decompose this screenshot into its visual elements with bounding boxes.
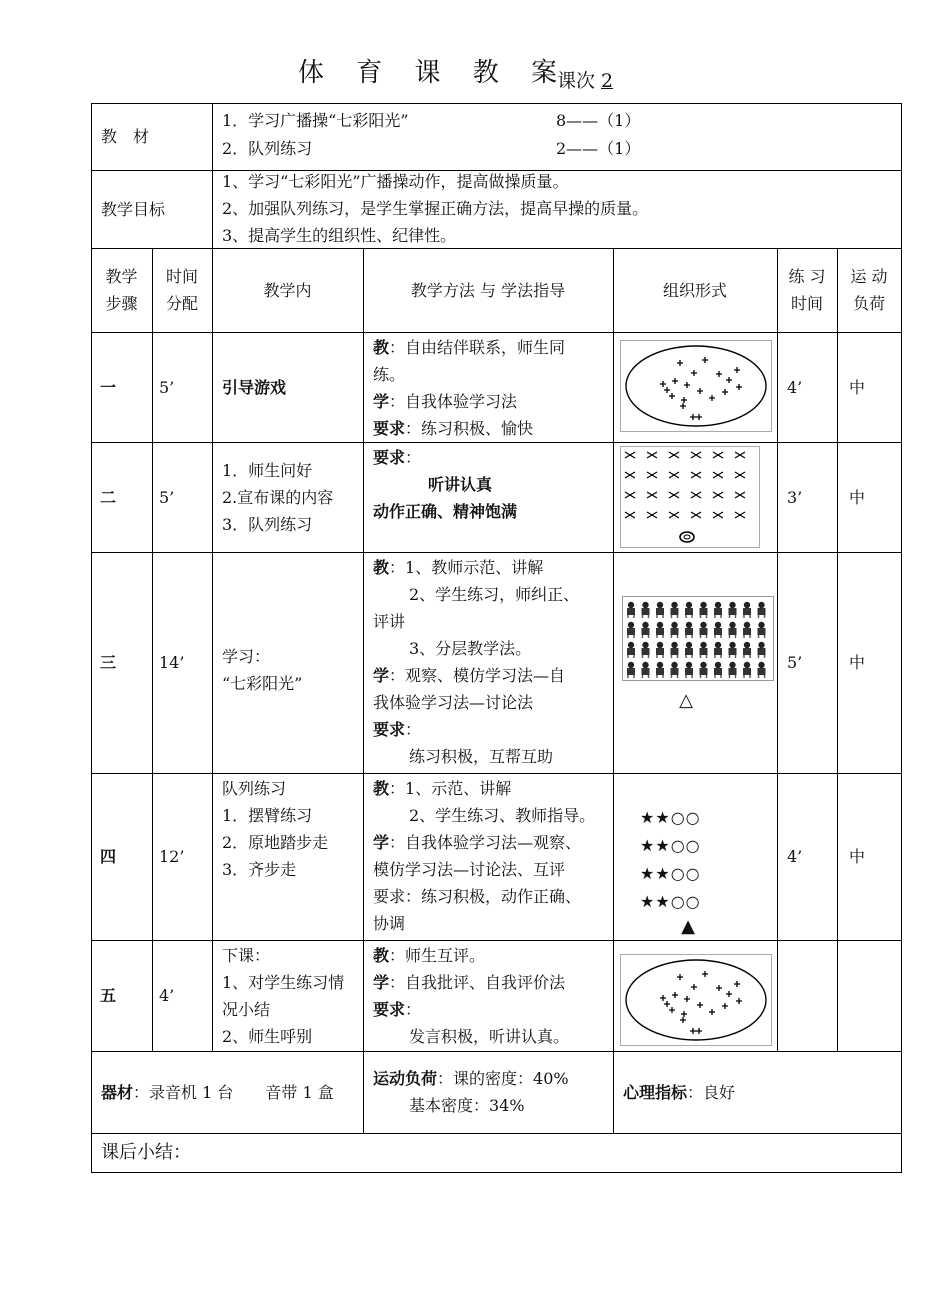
objective-line: 2、加强队列练习，是学生掌握正确方法，提高早操的质量。 (222, 199, 649, 218)
content-lines (222, 940, 344, 1050)
lesson-content (212, 773, 363, 940)
formation-row: ★★○○ (640, 864, 701, 883)
content-lines (222, 374, 286, 401)
student-block-formation-icon (622, 596, 774, 681)
practice-time: 3’ (787, 487, 803, 507)
method-line: 3、分层教学法。 (409, 639, 532, 658)
method-line: 要求：练习积极，动作正确、 (373, 887, 582, 906)
method-line: 学：自我体验学习法 (373, 392, 518, 411)
header-line: 练 习 (788, 267, 826, 286)
exercise-load: 中 (849, 487, 866, 507)
method-line: 教：1、教师示范、讲解 (373, 558, 544, 577)
method-line: 练。 (373, 365, 406, 384)
header-line: 组织形式 (662, 280, 727, 300)
exercise-load: 中 (849, 653, 866, 672)
lesson-content (212, 442, 363, 552)
method-line: 教：1、示范、讲解 (373, 779, 512, 798)
time-allocation: 5’ (159, 487, 175, 507)
exercise-load: 中 (849, 377, 866, 397)
objective-line: 3、提高学生的组织性、纪律性。 (222, 226, 457, 245)
method-line: 2、学生练习，师纠正、 (409, 585, 580, 604)
materials-list (222, 107, 892, 163)
method-line: 教：自由结伴联系，师生同 (373, 338, 566, 357)
content-line: 况小结 (222, 1000, 271, 1019)
content-lines (222, 629, 302, 697)
method-line: 模仿学习法—讨论法、互评 (373, 860, 566, 879)
equipment: 器材 ：录音机 1 台 音带 1 盒 (101, 1082, 334, 1102)
header-line: 负荷 (852, 294, 885, 313)
method-line: 要求： (373, 720, 422, 739)
step-number: 五 (100, 986, 117, 1005)
exercise-load: 中 (849, 847, 866, 866)
lesson-number: 课次 2 (557, 70, 614, 92)
practice-time: 5’ (787, 653, 803, 672)
materials-ref: 2——（1） (556, 139, 641, 158)
content-line: 学习： (222, 646, 271, 666)
header-line: 教学方法 与 学法指导 (410, 280, 566, 300)
teacher-marker: ▲ (681, 915, 695, 937)
content-line: 1．摆臂练习 (222, 806, 313, 825)
content-line: 3．齐步走 (222, 860, 297, 879)
step-number: 一 (100, 377, 117, 397)
header-line: 教学 (105, 267, 138, 286)
content-lines (222, 457, 333, 538)
practice-time (777, 940, 837, 1051)
header-method (363, 248, 613, 332)
lesson-content (212, 940, 363, 1051)
method-line: 要求： (373, 448, 422, 467)
method-line: 学：观察、模仿学习法—自 (373, 666, 566, 685)
time-allocation: 12’ (159, 847, 185, 866)
method-line: 练习积极，互帮互助 (409, 747, 554, 766)
method-line: 学：自我体验学习法—观察、 (373, 833, 582, 852)
time-allocation: 4’ (159, 986, 175, 1005)
header-organization (613, 248, 777, 332)
method-line: 要求：练习积极、愉快 (373, 419, 534, 438)
method-line: 听讲认真 (428, 475, 493, 494)
teaching-method (363, 442, 613, 552)
step-number: 二 (100, 487, 117, 507)
header-content (212, 248, 363, 332)
practice-time: 4’ (787, 377, 803, 397)
header-time (152, 248, 212, 332)
load-line: 运动负荷：课的密度：40% (373, 1069, 569, 1088)
materials-label: 教 材 (101, 127, 150, 146)
content-line: 1、对学生练习情 (222, 973, 345, 992)
header-load (837, 248, 901, 332)
content-line: 1．师生问好 (222, 460, 313, 480)
page-title: 体 育 课 教 案 (298, 58, 570, 88)
header-line: 时间 (790, 294, 823, 313)
after-class-summary: 课后小结： (101, 1142, 191, 1163)
content-line: 2、师生呼别 (222, 1027, 313, 1046)
step-number: 四 (100, 847, 117, 866)
psychological-index: 心理指标 ：良好 (623, 1082, 736, 1102)
method-line: 协调 (373, 914, 406, 933)
time-allocation: 14’ (159, 653, 185, 672)
content-line: 引导游戏 (222, 377, 287, 397)
star-circle-formation (640, 804, 740, 916)
teacher-marker: △ (679, 689, 693, 711)
method-line: 发言积极，听讲认真。 (409, 1027, 570, 1046)
cross-grid-formation-icon (620, 446, 760, 548)
method-line: 动作正确、精神饱满 (373, 502, 518, 521)
practice-time: 4’ (787, 847, 803, 866)
teaching-method (363, 332, 613, 442)
materials-ref: 8——（1） (556, 111, 641, 130)
content-line: 队列练习 (222, 779, 287, 798)
objectives-label: 教学目标 (101, 199, 166, 219)
method-line: 我体验学习法—讨论法 (373, 693, 534, 712)
materials-item: 1．学习广播操“七彩阳光” 8——（1） (222, 107, 892, 135)
materials-item: 2．队列练习 2——（1） (222, 135, 892, 163)
method-line: 要求： (373, 1000, 422, 1019)
content-line: 2.宣布课的内容 (222, 487, 334, 507)
header-practice-time (777, 248, 837, 332)
teaching-method (363, 940, 613, 1051)
method-line: 评讲 (373, 612, 406, 631)
lesson-content (212, 552, 363, 773)
content-line: “七彩阳光” (222, 673, 303, 693)
formation-row: ★★○○ (640, 808, 701, 827)
content-line: 3．队列练习 (222, 514, 313, 534)
content-line: 下课： (222, 946, 271, 965)
header-line: 运 动 (850, 267, 888, 286)
oval-formation-icon (620, 954, 772, 1046)
header-step (91, 248, 152, 332)
method-line: 2、学生练习、教师指导。 (409, 806, 596, 825)
teaching-method (363, 552, 613, 773)
objective-line: 1、学习“七彩阳光”广播操动作，提高做操质量。 (222, 172, 569, 191)
method-line: 学：自我批评、自我评价法 (373, 973, 566, 992)
exercise-load-summary (363, 1051, 613, 1133)
header-line: 教学内 (263, 280, 312, 300)
teaching-method (363, 773, 613, 940)
formation-row: ★★○○ (640, 836, 701, 855)
formation-row: ★★○○ (640, 892, 701, 911)
exercise-load (837, 940, 901, 1051)
load-line: 基本密度：34% (409, 1096, 525, 1115)
content-lines (222, 773, 328, 883)
step-number: 三 (100, 653, 117, 672)
time-allocation: 5’ (159, 377, 175, 397)
header-line: 时间 (165, 267, 198, 286)
method-line: 教：师生互评。 (373, 946, 486, 965)
lesson-content (212, 332, 363, 442)
objectives-list (222, 168, 892, 249)
header-line: 分配 (165, 294, 198, 313)
header-line: 步骤 (105, 294, 138, 313)
oval-formation-icon (620, 340, 772, 432)
content-line: 2．原地踏步走 (222, 833, 329, 852)
